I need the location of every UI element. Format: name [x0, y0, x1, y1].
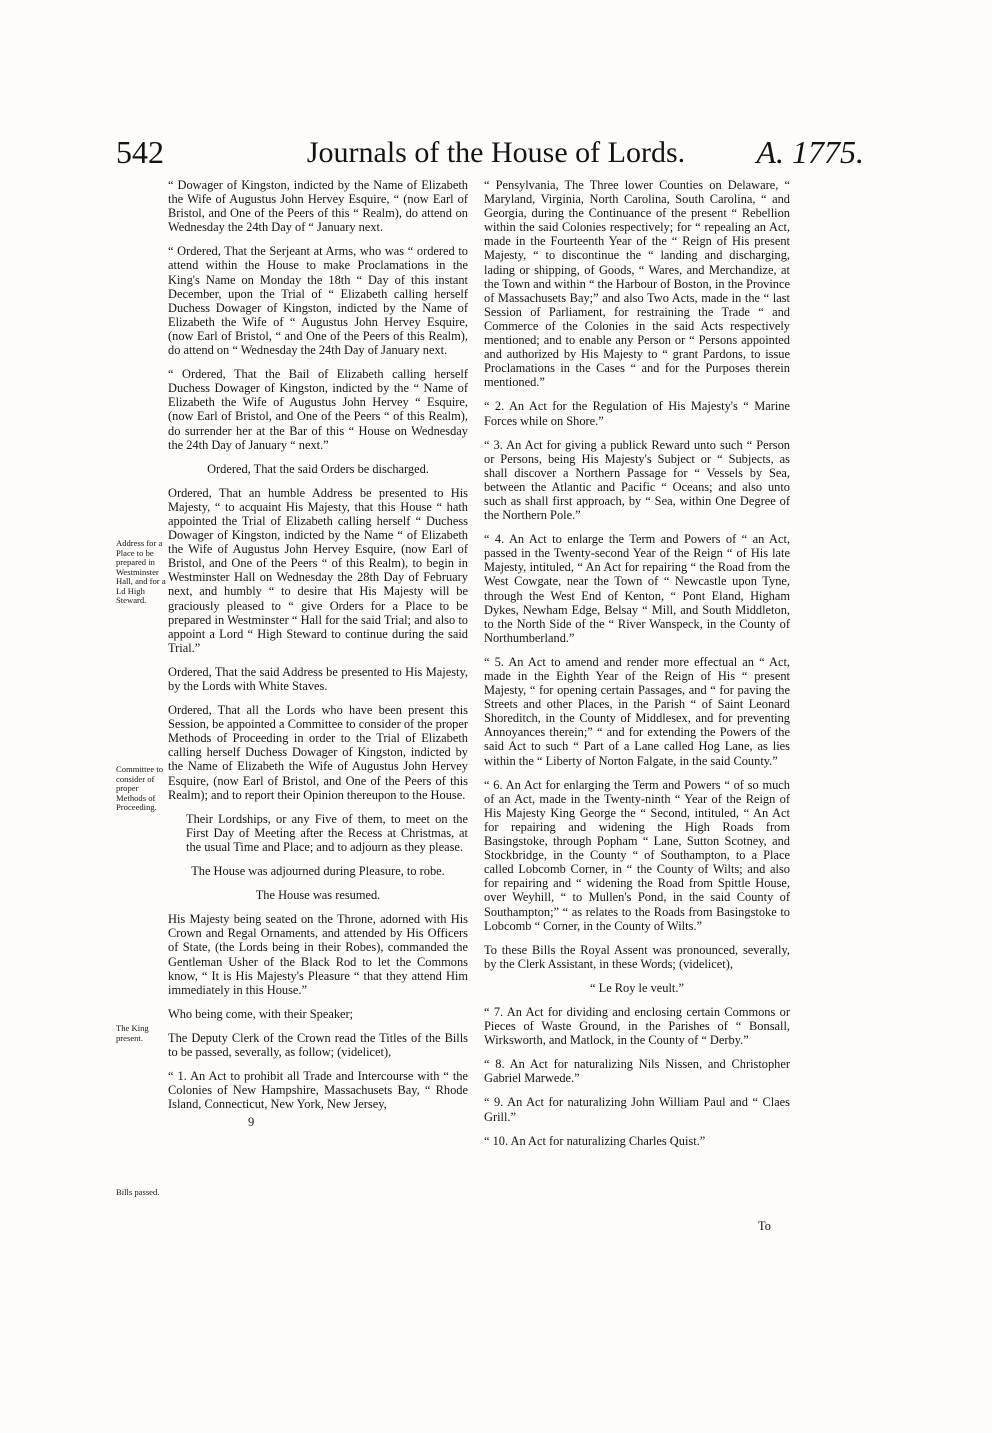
year-label: A. 1775. [756, 134, 864, 170]
paragraph: Their Lordships, or any Five of them, to meet on the First Day of Meeting after the Recess at Christmas, at the usual Time and Place; and to adjourn as they please. [186, 811, 468, 854]
paragraph: To these Bills the Royal Assent was pronounced, severally, by the Clerk Assistant, in these Words; (videlicet), [484, 942, 790, 971]
paragraph: “ 6. An Act for enlarging the Term and Powers “ of so much of an Act, made in the Twenty-ninth “ Year of the Reign of His Majesty King George the “ Second, intituled, “ An Act for repairing and widening the High Roads from Basingstoke, through Popham “ Lane, Sutton Scotney, and Stockbridge, in the County “ of Southampton, to a Place called Lobcomb Corner, in “ the County of Wilts; and also for repairing and “ widening the Road from Spittle House, over Weyhill, “ to Mullen's Pond, in the said County of Southampton;” “ as relates to the Roads from Basingstoke to Lobcomb “ Corner, in the County of Wilts.” [484, 777, 790, 933]
margin-note: Address for a Place to be prepared in Westminster Hall, and for a Ld High Steward. [116, 538, 166, 605]
margin-note: The King present. [116, 1023, 149, 1043]
paragraph: His Majesty being seated on the Throne, adorned with His Crown and Regal Ornaments, and attended by His Officers of State, (the Lords being in their Robes), commanded the Gentleman Usher of the Black Rod to let the Commons know, “ It is His Majesty's Pleasure “ that they attend Him immediately in this House.” [168, 912, 468, 997]
paragraph: Who being come, with their Speaker; [168, 1006, 354, 1021]
paragraph: “ Le Roy le veult.” [590, 980, 684, 995]
page-title: Journals of the House of Lords. [306, 136, 686, 169]
margin-note: Committee to consider of proper Methods of Proceeding. [116, 764, 164, 812]
catchword: To [758, 1219, 771, 1233]
paragraph: Ordered, That the said Address be presented to His Majesty, by the Lords with White Staves. [168, 664, 468, 693]
paragraph: “ 4. An Act to enlarge the Term and Powers of “ an Act, passed in the Twenty-second Year of the Reign “ of His late Majesty, intituled, “ An Act for repairing “ the Road from the West Cowgate, near the Town of “ Newcastle upon Tyne, through the West End of Kenton, “ Pont Eland, Higham Dykes, Newham Edge, Belsay “ Mill, and South Middleton, to the North Side of the “ River Wanspeck, in the County of Northumberland.” [484, 532, 790, 645]
paragraph: The House was adjourned during Pleasure, to robe. [191, 864, 445, 879]
paragraph: “ 3. An Act for giving a publick Reward unto such “ Person or Persons, being His Majesty's Subject or “ Subjects, as shall discover a Northern Passage for “ Vessels by Sea, between the Atlantic and Pacific “ Oceans; and also unto such as shall first approach, by “ Sea, within One Degree of the Northern Pole.” [484, 437, 790, 523]
right-column [484, 178, 790, 1158]
paragraph: “ Pensylvania, The Three lower Counties on Delaware, “ Maryland, Virginia, North Carolina, South Carolina, “ and Georgia, during the Continuance of the present “ Rebellion within the said Colonies respectively; for “ repealing an Act, made in the Fourteenth Year of the “ Reign of His present Majesty, “ to discontinue the “ landing and discharging, lading or shipping, of Goods, “ Wares, and Merchandize, at the Town and within “ the Harbour of Boston, in the Province of Massachusets Bay;” and also Two Acts, made in the “ last Session of Parliament, for restraining the Trade “ and Commerce of the Colonies in the said Acts respectively mentioned; and to enable any Person or “ Persons appointed and authorized by His Majesty to “ grant Pardons, to issue Proclamations in the Cases “ and for the Purposes therein mentioned.” [484, 178, 790, 390]
paragraph: “ 5. An Act to amend and render more effectual an “ Act, made in the Eighth Year of the Reign of His “ present Majesty, “ for opening certain Passages, and “ for paving the Streets and other Places, in the Parish “ of Saint Leonard Shoreditch, in the County of Middlesex, and for preventing Annoyances therein;” “ and for extending the Powers of the said Act to such “ Part of a Lane called Hog Lane, as lies within the “ Liberty of Norton Falgate, in the said County.” [484, 654, 790, 768]
paragraph: “ 8. An Act for naturalizing Nils Nissen, and Christopher Gabriel Marwede.” [484, 1057, 790, 1086]
signature-mark: 9 [248, 1115, 255, 1130]
paragraph: Ordered, That all the Lords who have been present this Session, be appointed a Committee to consider of the proper Methods of Proceeding in order to the Trial of Elizabeth calling herself Duchess Dowager of Kingston, indicted by the Name of Elizabeth the Wife of Augustus John Hervey Esquire, (now Earl of Bristol, and One of the Peers of this Realm); and to report their Opinion thereupon to the House. [168, 703, 468, 802]
left-column [168, 178, 468, 1129]
paragraph: “ Dowager of Kingston, indicted by the Name of Elizabeth the Wife of Augustus John Hervey Esquire, “ (now Earl of Bristol, and One of the Peers of this “ Realm), do attend on Wednesday the 24th Day of “ January next. [168, 178, 468, 235]
paragraph: “ 9. An Act for naturalizing John William Paul and “ Claes Grill.” [484, 1095, 790, 1124]
paragraph: “ Ordered, That the Bail of Elizabeth calling herself Duchess Dowager of Kingston, indicted by the “ Name of Elizabeth the Wife of Augustus John Hervey “ Esquire, (now Earl of Bristol, and One of the Peers “ of this Realm), do surrender her at the Bar of this “ House on Wednesday the 24th Day of January “ next.” [168, 367, 468, 452]
paragraph: “ 1. An Act to prohibit all Trade and Intercourse with “ the Colonies of New Hampshire, Massachusets Bay, “ Rhode Island, Connecticut, New York, New Jersey, [168, 1069, 468, 1112]
page-number: 542 [116, 134, 164, 170]
paragraph: “ Ordered, That the Serjeant at Arms, who was “ ordered to attend within the House to make Proclamations in the King's Name on Monday the 18th “ Day of this instant December, upon the Trial of “ Elizabeth calling herself Duchess Dowager of Kingston, indicted by the Name of Elizabeth the Wife of “ Augustus John Hervey Esquire, (now Earl of Bristol, “ and One of the Peers of this Realm), do attend on “ Wednesday the 24th Day of January next. [168, 244, 468, 358]
paragraph: “ 7. An Act for dividing and enclosing certain Commons or Pieces of Waste Ground, in the Parishes of “ Bonsall, Wirksworth, and Matlock, in the County of “ Derby.” [484, 1004, 790, 1048]
paragraph: “ 2. An Act for the Regulation of His Majesty's “ Marine Forces while on Shore.” [484, 399, 790, 428]
paragraph: Ordered, That the said Orders be discharged. [207, 461, 429, 476]
running-header [0, 134, 992, 178]
margin-note: Bills passed. [116, 1187, 160, 1197]
paragraph: Ordered, That an humble Address be presented to His Majesty, “ to acquaint His Majesty, that this House “ hath appointed the Trial of Elizabeth calling herself “ Duchess Dowager of Kingston, indicted by the Name “ of Elizabeth the Wife of Augustus John Hervey Esquire, (now Earl of Bristol, and One of the Peers “ of this Realm), to begin in Westminster Hall on Wednesday the 28th Day of February next, and humbly “ to desire that His Majesty will be graciously pleased to “ give Orders for a Place to be prepared in Westminster “ Hall for the said Trial; and also to appoint a Lord “ High Steward to continue during the said Trial.” [168, 485, 468, 655]
paragraph: The House was resumed. [255, 888, 381, 903]
paragraph: The Deputy Clerk of the Crown read the Titles of the Bills to be passed, severally, as follow; (videlicet), [168, 1030, 468, 1059]
paragraph: “ 10. An Act for naturalizing Charles Quist.” [484, 1133, 706, 1148]
